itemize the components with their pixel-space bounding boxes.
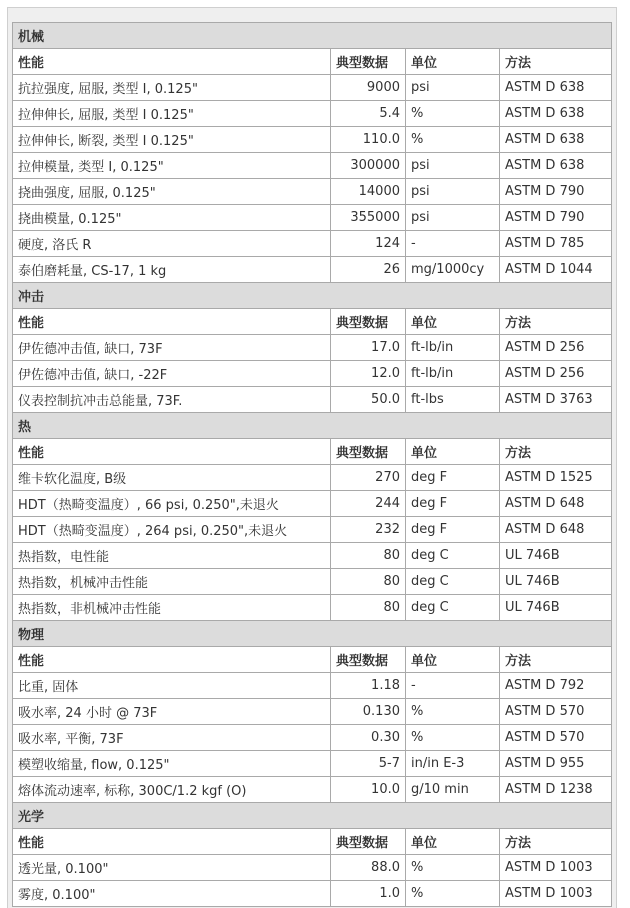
method-cell: ASTM D 955 [500, 751, 612, 777]
table-row [13, 127, 612, 153]
value-cell: 9000 [331, 75, 406, 101]
property-cell: HDT（热畸变温度）, 66 psi, 0.250",未退火 [13, 491, 331, 517]
table-row [13, 101, 612, 127]
value-cell: 80 [331, 569, 406, 595]
property-cell: 热指数，机械冲击性能 [13, 569, 331, 595]
unit-cell: psi [406, 205, 500, 231]
unit-cell: % [406, 127, 500, 153]
column-header-value: 典型数据 [331, 439, 406, 465]
property-cell: 热指数，电性能 [13, 543, 331, 569]
column-header-method: 方法 [500, 49, 612, 75]
value-cell: 1.18 [331, 673, 406, 699]
column-header-unit: 单位 [406, 49, 500, 75]
value-cell: 5-7 [331, 751, 406, 777]
method-cell: ASTM D 1003 [500, 855, 612, 881]
method-cell: ASTM D 790 [500, 205, 612, 231]
method-cell: ASTM D 790 [500, 179, 612, 205]
method-cell: ASTM D 1525 [500, 465, 612, 491]
property-cell: HDT（热畸变温度）, 264 psi, 0.250",未退火 [13, 517, 331, 543]
unit-cell: ft-lb/in [406, 335, 500, 361]
table-row [13, 205, 612, 231]
method-cell: UL 746B [500, 543, 612, 569]
table-row [13, 751, 612, 777]
table-row [13, 855, 612, 881]
table-row [13, 725, 612, 751]
column-header-property: 性能 [13, 439, 331, 465]
unit-cell: mg/1000cy [406, 257, 500, 283]
column-header-unit: 单位 [406, 829, 500, 855]
table-row [13, 335, 612, 361]
method-cell: ASTM D 1003 [500, 881, 612, 907]
value-cell: 110.0 [331, 127, 406, 153]
table-row [13, 881, 612, 907]
table-row [13, 673, 612, 699]
section-title: 物理 [13, 621, 612, 647]
section-header [13, 413, 612, 439]
column-header-row [13, 309, 612, 335]
column-header-value: 典型数据 [331, 647, 406, 673]
column-header-unit: 单位 [406, 647, 500, 673]
method-cell: ASTM D 638 [500, 127, 612, 153]
unit-cell: g/10 min [406, 777, 500, 803]
method-cell: ASTM D 785 [500, 231, 612, 257]
unit-cell: % [406, 725, 500, 751]
unit-cell: % [406, 101, 500, 127]
unit-cell: % [406, 881, 500, 907]
unit-cell: deg C [406, 569, 500, 595]
value-cell: 300000 [331, 153, 406, 179]
column-header-row [13, 829, 612, 855]
value-cell: 88.0 [331, 855, 406, 881]
section-header [13, 23, 612, 49]
unit-cell: deg F [406, 465, 500, 491]
unit-cell: psi [406, 75, 500, 101]
column-header-property: 性能 [13, 829, 331, 855]
property-cell: 透光量, 0.100" [13, 855, 331, 881]
table-row [13, 777, 612, 803]
unit-cell: ft-lbs [406, 387, 500, 413]
method-cell: ASTM D 256 [500, 335, 612, 361]
column-header-property: 性能 [13, 647, 331, 673]
method-cell: UL 746B [500, 569, 612, 595]
table-row [13, 543, 612, 569]
property-cell: 维卡软化温度, B级 [13, 465, 331, 491]
value-cell: 80 [331, 595, 406, 621]
column-header-row [13, 49, 612, 75]
value-cell: 10.0 [331, 777, 406, 803]
property-cell: 模塑收缩量, flow, 0.125" [13, 751, 331, 777]
table-row [13, 361, 612, 387]
unit-cell: psi [406, 179, 500, 205]
unit-cell: deg C [406, 543, 500, 569]
column-header-property: 性能 [13, 49, 331, 75]
column-header-value: 典型数据 [331, 309, 406, 335]
value-cell: 355000 [331, 205, 406, 231]
method-cell: ASTM D 1238 [500, 777, 612, 803]
unit-cell: - [406, 673, 500, 699]
method-cell: ASTM D 638 [500, 153, 612, 179]
section-title: 冲击 [13, 283, 612, 309]
table-row [13, 491, 612, 517]
property-cell: 吸水率, 24 小时 @ 73F [13, 699, 331, 725]
method-cell: ASTM D 638 [500, 75, 612, 101]
column-header-row [13, 647, 612, 673]
value-cell: 232 [331, 517, 406, 543]
property-cell: 挠曲模量, 0.125" [13, 205, 331, 231]
property-cell: 热指数，非机械冲击性能 [13, 595, 331, 621]
section-header [13, 283, 612, 309]
property-cell: 雾度, 0.100" [13, 881, 331, 907]
value-cell: 0.130 [331, 699, 406, 725]
unit-cell: deg C [406, 595, 500, 621]
table-row [13, 387, 612, 413]
unit-cell: ft-lb/in [406, 361, 500, 387]
column-header-value: 典型数据 [331, 49, 406, 75]
value-cell: 270 [331, 465, 406, 491]
section-title: 热 [13, 413, 612, 439]
table-row [13, 75, 612, 101]
value-cell: 5.4 [331, 101, 406, 127]
section-title: 机械 [13, 23, 612, 49]
table-row [13, 699, 612, 725]
unit-cell: % [406, 855, 500, 881]
section-title: 光学 [13, 803, 612, 829]
value-cell: 0.30 [331, 725, 406, 751]
table-row [13, 569, 612, 595]
value-cell: 50.0 [331, 387, 406, 413]
method-cell: ASTM D 3763 [500, 387, 612, 413]
property-cell: 拉伸伸长, 断裂, 类型 I 0.125" [13, 127, 331, 153]
property-table [12, 22, 612, 907]
column-header-value: 典型数据 [331, 829, 406, 855]
method-cell: ASTM D 648 [500, 491, 612, 517]
unit-cell: % [406, 699, 500, 725]
property-cell: 伊佐德冲击值, 缺口, 73F [13, 335, 331, 361]
method-cell: ASTM D 648 [500, 517, 612, 543]
table-row [13, 465, 612, 491]
table-row [13, 595, 612, 621]
property-cell: 比重, 固体 [13, 673, 331, 699]
section-header [13, 803, 612, 829]
property-cell: 泰伯磨耗量, CS-17, 1 kg [13, 257, 331, 283]
property-cell: 仪表控制抗冲击总能量, 73F. [13, 387, 331, 413]
value-cell: 124 [331, 231, 406, 257]
table-row [13, 179, 612, 205]
property-cell: 抗拉强度, 屈服, 类型 I, 0.125" [13, 75, 331, 101]
property-cell: 硬度, 洛氏 R [13, 231, 331, 257]
column-header-unit: 单位 [406, 309, 500, 335]
property-cell: 拉伸伸长, 屈服, 类型 I 0.125" [13, 101, 331, 127]
column-header-property: 性能 [13, 309, 331, 335]
property-cell: 伊佐德冲击值, 缺口, -22F [13, 361, 331, 387]
method-cell: ASTM D 638 [500, 101, 612, 127]
method-cell: UL 746B [500, 595, 612, 621]
column-header-method: 方法 [500, 309, 612, 335]
unit-cell: deg F [406, 491, 500, 517]
value-cell: 1.0 [331, 881, 406, 907]
table-row [13, 257, 612, 283]
value-cell: 14000 [331, 179, 406, 205]
property-cell: 挠曲强度, 屈服, 0.125" [13, 179, 331, 205]
section-header [13, 621, 612, 647]
column-header-unit: 单位 [406, 439, 500, 465]
method-cell: ASTM D 256 [500, 361, 612, 387]
column-header-method: 方法 [500, 647, 612, 673]
property-cell: 熔体流动速率, 标称, 300C/1.2 kgf (O) [13, 777, 331, 803]
value-cell: 17.0 [331, 335, 406, 361]
table-row [13, 153, 612, 179]
method-cell: ASTM D 1044 [500, 257, 612, 283]
value-cell: 80 [331, 543, 406, 569]
method-cell: ASTM D 570 [500, 725, 612, 751]
value-cell: 12.0 [331, 361, 406, 387]
property-cell: 拉伸模量, 类型 I, 0.125" [13, 153, 331, 179]
unit-cell: deg F [406, 517, 500, 543]
method-cell: ASTM D 570 [500, 699, 612, 725]
column-header-row [13, 439, 612, 465]
value-cell: 26 [331, 257, 406, 283]
table-row [13, 517, 612, 543]
method-cell: ASTM D 792 [500, 673, 612, 699]
value-cell: 244 [331, 491, 406, 517]
column-header-method: 方法 [500, 829, 612, 855]
unit-cell: - [406, 231, 500, 257]
property-cell: 吸水率, 平衡, 73F [13, 725, 331, 751]
table-row [13, 231, 612, 257]
column-header-method: 方法 [500, 439, 612, 465]
unit-cell: in/in E-3 [406, 751, 500, 777]
unit-cell: psi [406, 153, 500, 179]
